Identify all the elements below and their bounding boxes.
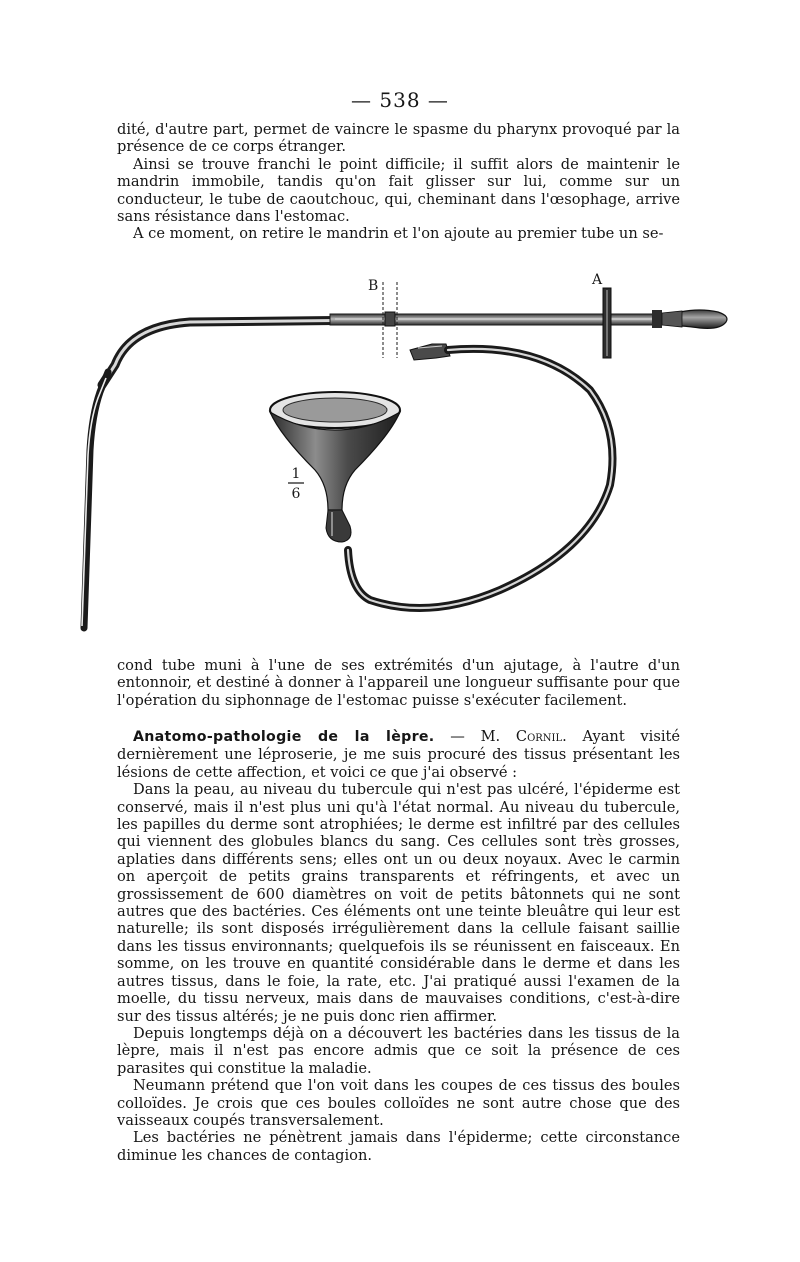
paragraph: dité, d'autre part, permet de vaincre le spasme du pharynx provoqué par la présence de ce corps étranger. bbox=[117, 121, 680, 156]
stomach-tube-illustration bbox=[70, 260, 730, 660]
scale-denominator: 6 bbox=[291, 486, 301, 502]
top-text-block bbox=[117, 121, 680, 243]
funnel bbox=[270, 392, 400, 542]
paragraph: Neumann prétend que l'on voit dans les coupes de ces tissus des boules colloïdes. Je crois que ces boules colloïdes ne sont autre chose que des vaisseaux coupés transversalement. bbox=[117, 1077, 680, 1129]
bottom-text-block bbox=[117, 728, 680, 1164]
paragraph: Les bactéries ne pénètrent jamais dans l'épiderme; cette circonstance diminue les chances de contagion. bbox=[117, 1129, 680, 1164]
section-intro: Ayant visité dernièrement une léproserie, je me suis procuré des tissus présentant les lésions de cette affection, et voici ce que j'ai observé : bbox=[117, 728, 680, 781]
connector-and-hose bbox=[348, 344, 613, 608]
figure-label-a: A bbox=[592, 272, 603, 288]
paragraph: Ainsi se trouve franchi le point difficile; il suffit alors de maintenir le mandrin immobile, tandis qu'on fait glisser sur lui, comme sur un conducteur, le tube de caoutchouc, qui, cheminant dans l'œsophage, arrive sans résistance dans l'estomac. bbox=[117, 155, 680, 226]
paragraph: Depuis longtemps déjà on a découvert les bactéries dans les tissus de la lèpre, mais il n'est pas encore admis que ce soit la présence de ces parasites qui constitue la maladie. bbox=[117, 1024, 680, 1077]
section-intro-paragraph bbox=[117, 728, 680, 781]
middle-text-block bbox=[117, 657, 680, 709]
paragraph: Dans la peau, au niveau du tubercule qui n'est pas ulcéré, l'épiderme est conservé, mais il n'est plus uni qu'à l'état normal. Au niveau du tubercule, les papilles du derme sont atrophiées; le derme est infiltré par des cellules qui viennent des globules blancs du sang. Ces cellules sont très grosses, aplaties dans différents sens; elles ont un ou deux noyaux. Avec le carmin on aperçoit de petits grains transparents et réfringents, et avec un grossissement de 600 diamètres on voit de petits bâtonnets qui ne sont autres que des bactéries. Ces éléments ont une teinte bleuâtre qui leur est naturelle; ils sont disposés irrégulièrement dans la cellule faisant saillie dans les tissus environnants; quelquefois ils se réunissent en faisceaux. En somme, on les trouve en quantité considérable dans le derme et dans les autres tissus, dans le foie, la rate, etc. J'ai pratiqué aussi l'examen de la moelle, du tissu nerveux, mais dans de mauvaises conditions, c'est-à-dire sur des tissus altérés; je ne puis donc rien affirmer. bbox=[117, 781, 680, 1025]
scale-numerator: 1 bbox=[291, 466, 301, 482]
stomach-tube-drawing bbox=[70, 260, 730, 660]
section-dash: — M. bbox=[434, 728, 516, 745]
section-author: Cornil. bbox=[515, 728, 567, 745]
figure-label-b: B bbox=[368, 278, 379, 294]
paragraph: cond tube muni à l'une de ses extrémités d'un ajutage, à l'autre d'un entonnoir, et destiné à donner à l'appareil une longueur suffisante pour que l'opération du siphonnage de l'estomac puisse s'exécuter facilement. bbox=[117, 657, 680, 709]
page-number: — 538 — bbox=[351, 88, 449, 112]
mandrin-rod bbox=[330, 282, 727, 358]
section-title: Anatomo-pathologie de la lèpre. bbox=[133, 729, 435, 745]
scale-fraction bbox=[288, 466, 304, 502]
paragraph: A ce moment, on retire le mandrin et l'on ajoute au premier tube un se- bbox=[133, 225, 664, 243]
